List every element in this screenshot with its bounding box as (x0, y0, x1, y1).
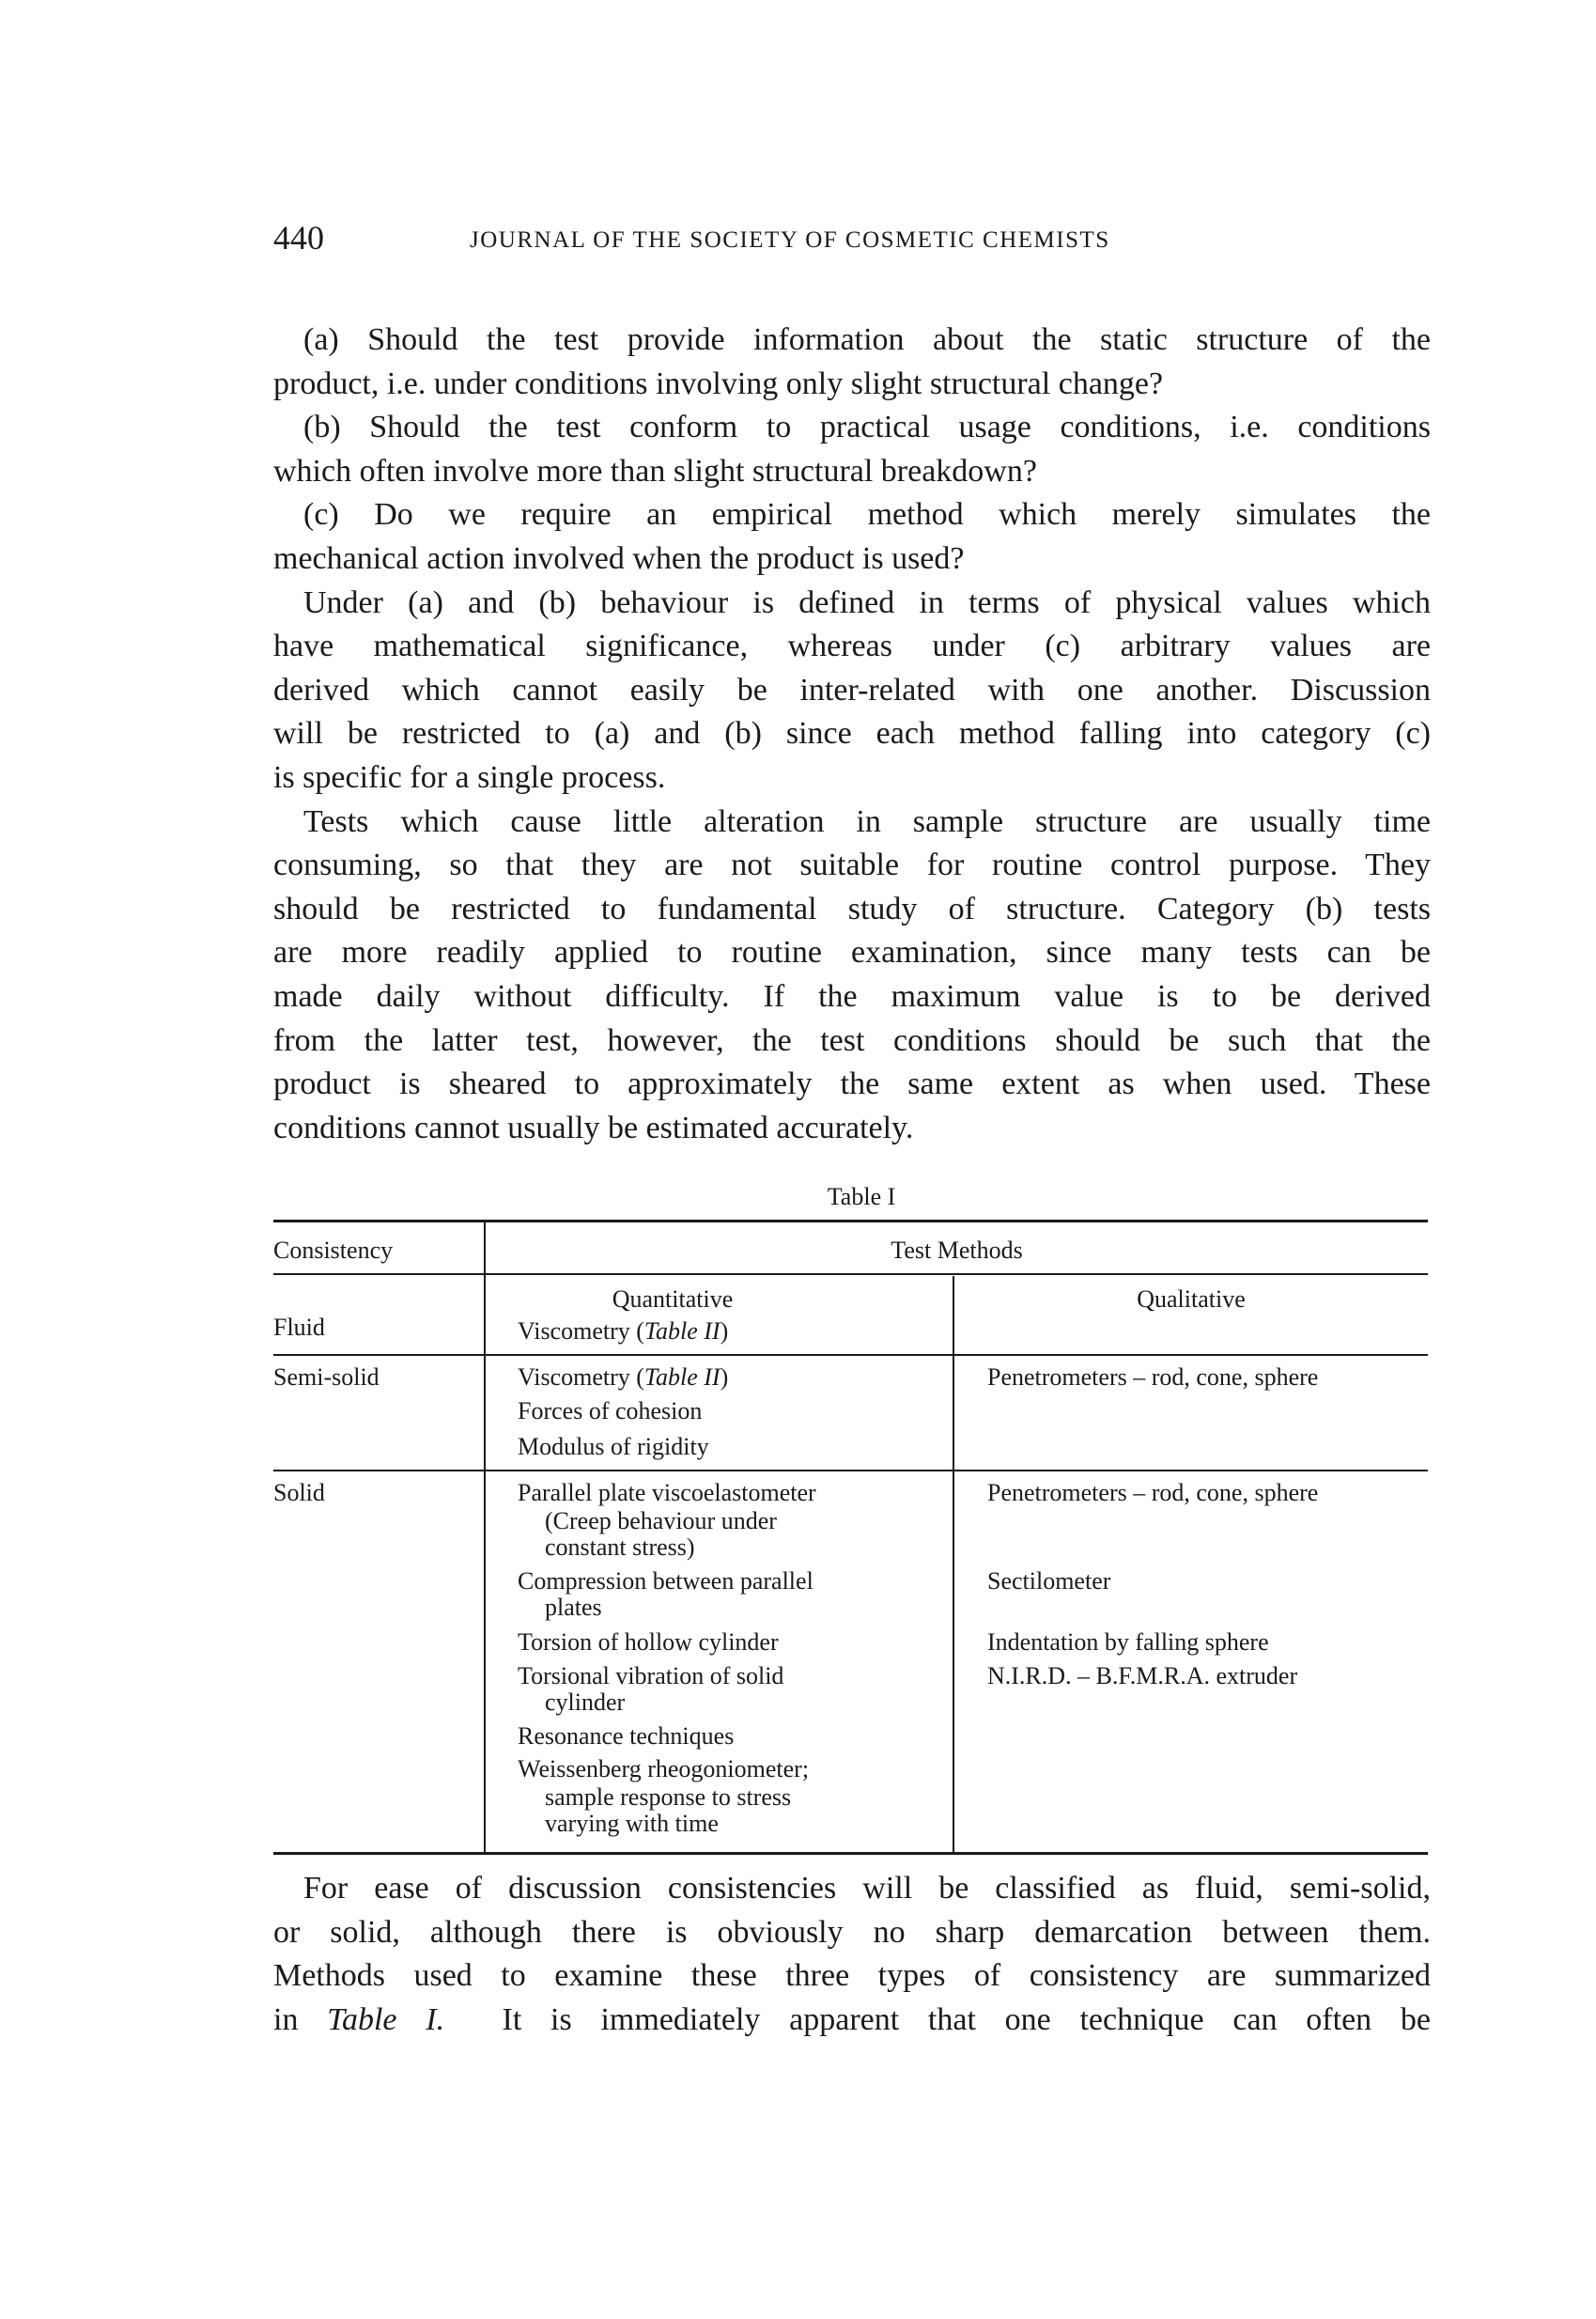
cell-quant: Torsional vibration of solid (518, 1662, 784, 1689)
text-line: consuming, so that they are not suitable for routine control purpose. They (273, 848, 1431, 883)
table-rule (273, 1354, 1428, 1356)
cell-qual: Penetrometers – rod, cone, sphere (987, 1479, 1319, 1506)
text-line: mechanical action involved when the product is used? (273, 540, 965, 576)
text-line: Under (a) and (b) behaviour is defined in terms of physical values which (303, 584, 1431, 620)
text-line: For ease of discussion consistencies will be classified as fluid, semi-solid, (303, 1871, 1431, 1906)
header-quantitative: Quantitative (612, 1285, 734, 1313)
cell-qual: Indentation by falling sphere (987, 1628, 1269, 1656)
text-line: Methods used to examine these three types of consistency are summarized (273, 1958, 1431, 1994)
table-rule (273, 1852, 1428, 1855)
row-label-semi-solid: Semi-solid (273, 1363, 380, 1391)
page-number: 440 (273, 219, 324, 257)
cell-quant: Viscometry (Table II) (518, 1363, 729, 1391)
header-qualitative: Qualitative (1137, 1285, 1246, 1313)
cell-quant: varying with time (545, 1810, 719, 1837)
cell-quant: Compression between parallel (518, 1567, 813, 1595)
text-line: derived which cannot easily be inter-related with one another. Discussion (273, 672, 1431, 708)
cell-quant: cylinder (545, 1689, 626, 1716)
cell-quant: constant stress) (545, 1533, 695, 1561)
cell-quant: Forces of cohesion (518, 1397, 703, 1424)
text-line: have mathematical significance, whereas under (c) arbitrary values are (273, 629, 1431, 664)
body-text-bottom (273, 1867, 1431, 2042)
body-text-top (273, 319, 1431, 1150)
cell-quant: (Creep behaviour under (545, 1507, 777, 1534)
cell-quant: plates (545, 1594, 602, 1621)
table-caption: Table I (827, 1183, 896, 1210)
header-test-methods: Test Methods (891, 1237, 1023, 1264)
row-label-fluid: Fluid (273, 1314, 325, 1341)
text-line: should be restricted to fundamental study of structure. Category (b) tests (273, 891, 1431, 926)
text-line: product is sheared to approximately the same extent as when used. These (273, 1066, 1431, 1102)
cell-quant: Torsion of hollow cylinder (518, 1628, 779, 1656)
text-line: or solid, although there is obviously no sharp demarcation between them. (273, 1914, 1431, 1950)
cell-qual: Sectilometer (987, 1567, 1111, 1595)
text-line: Tests which cause little alteration in sample structure are usually time (303, 803, 1431, 839)
running-header: JOURNAL OF THE SOCIETY OF COSMETIC CHEMISTS (470, 227, 1110, 253)
cell-qual: N.I.R.D. – B.F.M.R.A. extruder (987, 1662, 1298, 1689)
text-line: are more readily applied to routine examination, since many tests can be (273, 935, 1431, 971)
text-line: which often involve more than slight structural breakdown? (273, 453, 1037, 489)
text-line: in Table I. It is immediately apparent that one technique can often be (273, 2001, 1431, 2037)
text-line: will be restricted to (a) and (b) since each method falling into category (c) (273, 716, 1431, 752)
table-rule (273, 1470, 1428, 1471)
table-rule (273, 1273, 1428, 1275)
text-line: product, i.e. under conditions involving only slight structural change? (273, 366, 1164, 401)
cell-quant: Weissenberg rheogoniometer; (518, 1755, 810, 1782)
cell-quant: Parallel plate viscoelastometer (518, 1479, 816, 1506)
cell-quant: Modulus of rigidity (518, 1433, 709, 1460)
cell-quant: Viscometry (Table II) (518, 1317, 729, 1345)
text-line: from the latter test, however, the test conditions should be such that the (273, 1022, 1431, 1058)
cell-quant: Resonance techniques (518, 1722, 735, 1750)
text-line: made daily without difficulty. If the maximum value is to be derived (273, 978, 1431, 1014)
text-line: is specific for a single process. (273, 759, 666, 795)
row-label-solid: Solid (273, 1479, 325, 1506)
table-divider (953, 1276, 954, 1853)
table-rule (273, 1220, 1428, 1222)
text-line: (c) Do we require an empirical method which merely simulates the (303, 497, 1431, 533)
text-line: conditions cannot usually be estimated accurately. (273, 1110, 914, 1145)
text-line: (b) Should the test conform to practical usage conditions, i.e. conditions (303, 410, 1431, 445)
cell-qual: Penetrometers – rod, cone, sphere (987, 1363, 1319, 1391)
text-line: (a) Should the test provide information about the static structure of the (303, 322, 1431, 357)
cell-quant: sample response to stress (545, 1783, 792, 1811)
header-consistency: Consistency (273, 1237, 394, 1264)
